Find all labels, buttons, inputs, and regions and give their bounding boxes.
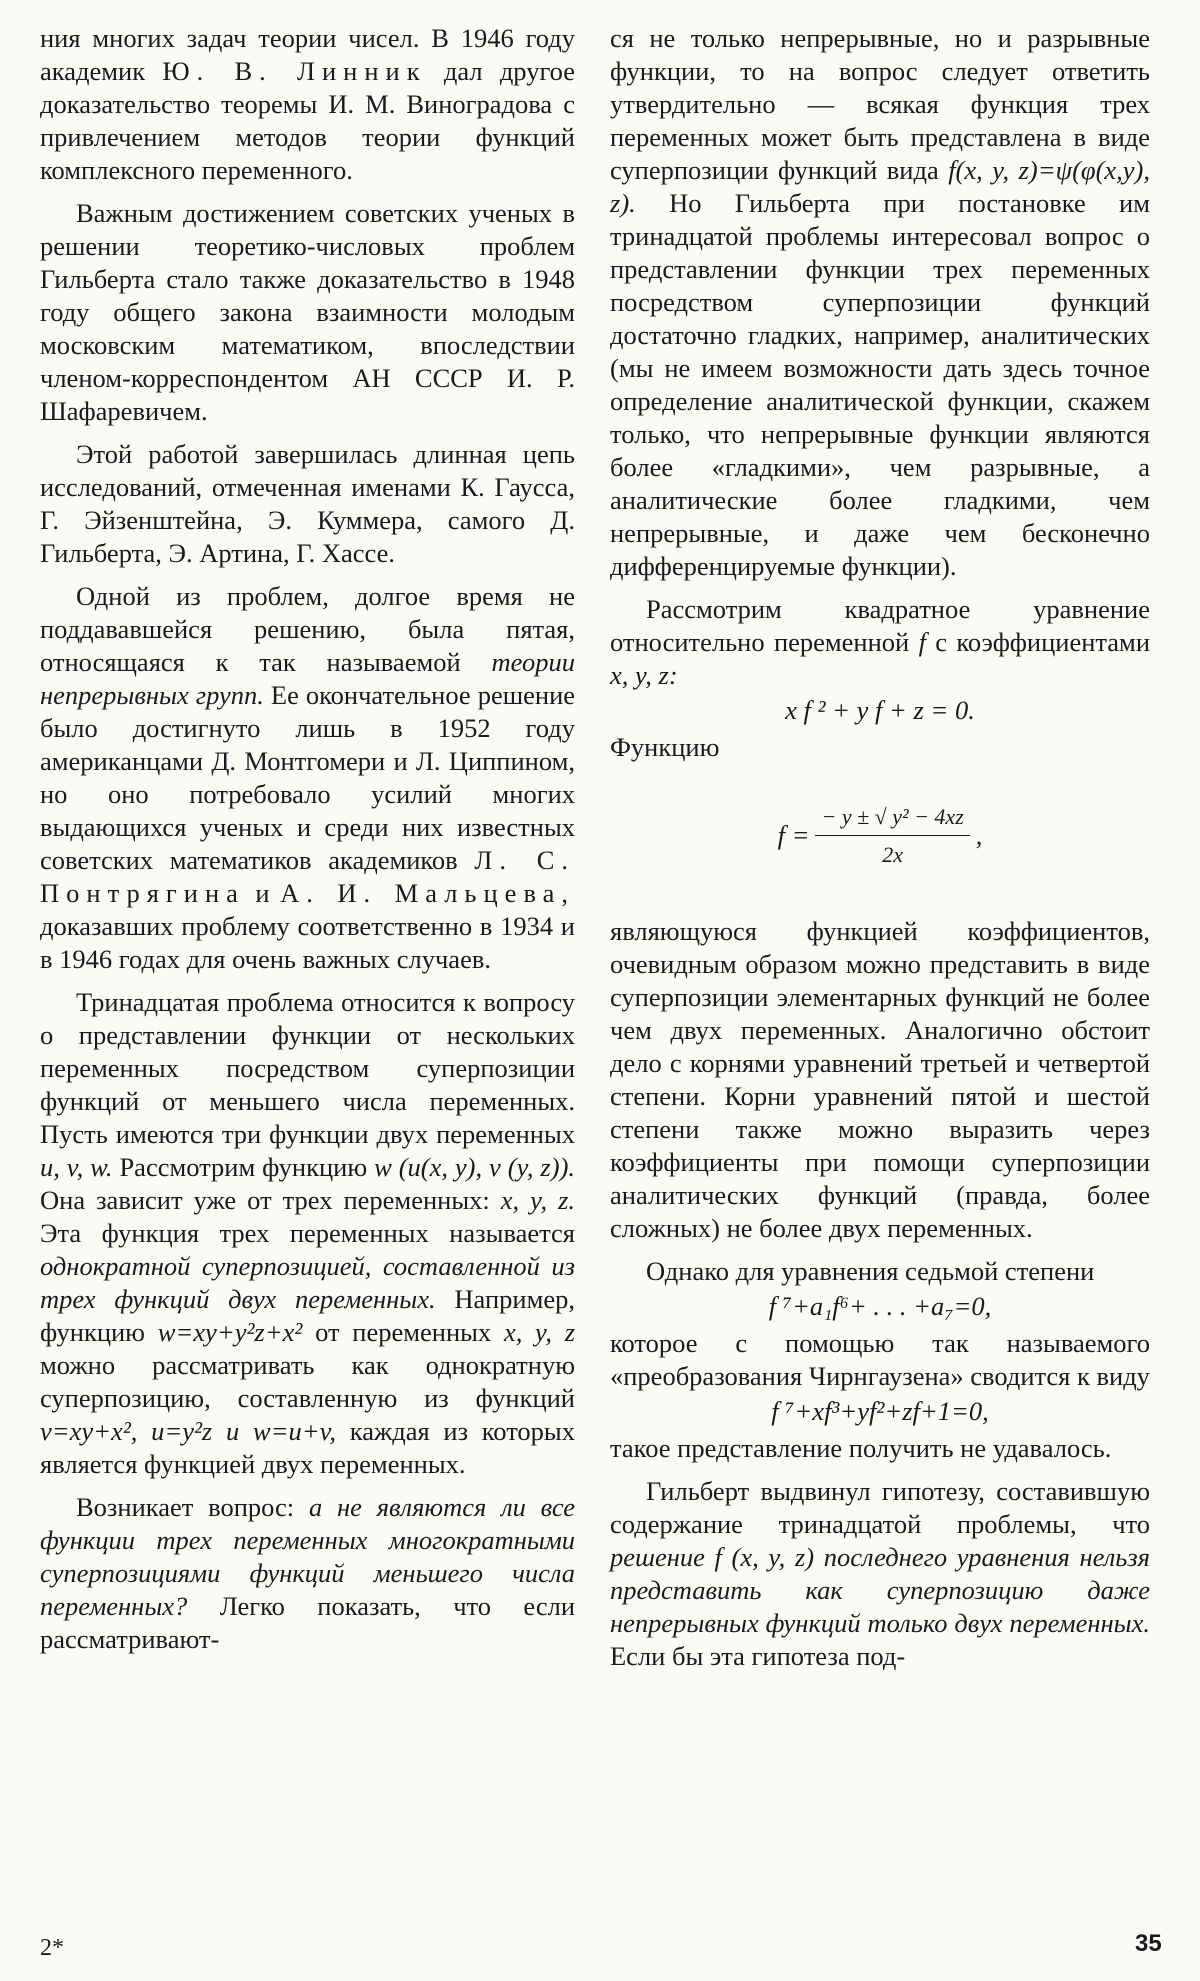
text: каждая из которых является функцией двух переменных. <box>40 1416 575 1479</box>
text: Она зависит уже от трех переменных: <box>40 1185 490 1215</box>
text: доказавших проблему соответственно в 1934 и в 1946 годах для очень важных случаев. <box>40 911 575 974</box>
spaced-name: Л. С. Понтрягина <box>40 845 575 908</box>
paragraph <box>40 580 575 976</box>
fraction <box>815 800 969 871</box>
left-column <box>40 22 575 1666</box>
math: x, y, z: <box>610 660 678 690</box>
signature-mark: 2* <box>40 1935 64 1961</box>
math: x, y, z. <box>500 1185 576 1215</box>
text: Если бы эта гипотеза под- <box>610 1641 906 1671</box>
label-function: Функцию <box>610 732 720 762</box>
equation-quadratic: x f ² + y f + z = 0. <box>785 695 975 725</box>
math: v=xy+x², u=y²z и w=u+v, <box>40 1416 337 1446</box>
paragraph: Этой работой завершилась длинная цепь исследований, отмеченная именами К. Гаусса, Г. Эйзенштейна, Э. Куммера, самого Д. Гильберта, Э. Артина, Г. Хассе. <box>40 439 575 568</box>
text: и <box>255 878 270 908</box>
paragraph <box>40 22 575 187</box>
italic-text: решение f (x, y, z) последнего уравнения нельзя представить как суперпозицию даже непрерывных функций только двух переменных. <box>610 1542 1150 1638</box>
spaced-name: Ю. В. Линник <box>162 56 427 86</box>
text: ния многих задач теории чисел. В 1946 году академик <box>40 23 575 86</box>
text: Но Гильберта при постановке им тринадцатой проблемы интересовал вопрос о представлении функции трех переменных посредством суперпозиции функций достаточно гладких, например, аналитических (мы не имеем возможности дать здесь точное определение аналитической функции, скажем только, что непрерывные функции являются более «гладкими», чем разрывные, а аналитические более гладкими, чем непрерывные, и даже чем бесконечно дифференцируемые функции). <box>610 188 1150 581</box>
text: Легко показать, что если рассматривают- <box>40 1591 576 1654</box>
fraction-comma: , <box>975 820 983 850</box>
paragraph: Важным достижением советских ученых в решении теоретико-числовых проблем Гильберта стало также доказательство в 1948 году общего закона взаимности молодым московским математиком, впоследствии членом-корреспондентом АН СССР И. Р. Шафаревичем. <box>40 198 575 426</box>
paragraph <box>610 1475 1150 1673</box>
paragraph <box>610 22 1150 583</box>
text: Рассмотрим функцию <box>119 1152 368 1182</box>
paragraph: которое с помощью так называемого «преобразования Чирнгаузена» сводится к виду <box>610 1328 1150 1391</box>
paragraph: Однако для уравнения седьмой степени <box>646 1256 1095 1286</box>
math: w=xy+y²z+x² <box>157 1317 303 1347</box>
text: от переменных <box>315 1317 492 1347</box>
paragraph: такое представление получить не удавалось. <box>610 1433 1112 1463</box>
paragraph: являющуюся функцией коэффициентов, очевидным образом можно представить в виде суперпозиции элементарных функций не более чем двух переменных. Аналогично обстоит дело с корнями уравнений третьей и четвертой степени. Корни уравнений пятой и шестой степени также можно выразить через коэффициенты при помощи суперпозиции аналитических функций (правда, более сложных) не более двух переменных. <box>610 916 1150 1243</box>
paragraph <box>40 986 575 1481</box>
equation-reduced: f ⁷+xf³+yf²+zf+1=0, <box>771 1396 989 1426</box>
text: Эта функция трех переменных называется <box>40 1218 575 1248</box>
spaced-name: А. И. Мальцева, <box>280 878 575 908</box>
math: x, y, z <box>503 1317 576 1347</box>
page-number: 35 <box>1135 1930 1162 1957</box>
text: можно рассматривать как однократную суперпозицию, составленную из функций <box>40 1350 575 1413</box>
fraction-numerator: − y ± √ y² − 4xz <box>815 800 969 836</box>
math: f <box>918 627 926 657</box>
text: Возникает вопрос: <box>76 1492 295 1522</box>
paragraph <box>610 593 1150 692</box>
fraction-lhs: f = <box>777 820 810 850</box>
text: Ее окончательное решение было достигнуто лишь в 1952 году американцами Д. Монтгомери и Л. Циппином, но оно потребовало усилий многих выдающихся ученых и среди них известных советских математиков академиков <box>40 680 576 875</box>
text: Гильберт выдвинул гипотезу, составившую содержание тринадцатой проблемы, что <box>610 1476 1150 1539</box>
italic-text: а не являются ли все функции трех переменных многократными суперпозициями функций меньшего числа переменных? <box>40 1492 576 1621</box>
text: с коэффициентами <box>935 627 1151 657</box>
text: ся не только непрерывные, но и разрывные функции, то на вопрос следует ответить утвердительно — всякая функция трех переменных может быть представлена в виде суперпозиции функций вида <box>610 23 1150 185</box>
paragraph <box>40 1491 575 1656</box>
text: Одной из проблем, долгое время не поддававшейся решению, была пятая, относящаяся к так называемой <box>40 581 575 677</box>
equation-seventh-degree: f ⁷+a₁f⁶+ . . . +a₇=0, <box>768 1291 992 1321</box>
italic-text: теории непрерывных групп. <box>40 647 576 710</box>
text: Например, функцию <box>40 1284 575 1347</box>
math: f(x, y, z)=ψ(φ(x,y), z). <box>610 155 1150 218</box>
text: дал другое доказательство теоремы И. М. Виноградова с привлечением методов теории функций комплексного переменного. <box>40 56 575 185</box>
right-column <box>610 22 1150 1683</box>
math: u, v, w. <box>40 1152 113 1182</box>
fraction-formula <box>610 800 1150 871</box>
italic-text: однократной суперпозицией, составленной из трех функций двух переменных. <box>40 1251 575 1314</box>
text: Рассмотрим квадратное уравнение относительно переменной <box>610 594 1150 657</box>
text: Тринадцатая проблема относится к вопросу о представлении функции от нескольких переменных посредством суперпозиции функций от меньшего числа переменных. Пусть имеются три функции двух переменных <box>40 987 575 1149</box>
math: w (u(x, y), v (y, z)). <box>374 1152 576 1182</box>
fraction-denominator: 2x <box>882 842 903 867</box>
